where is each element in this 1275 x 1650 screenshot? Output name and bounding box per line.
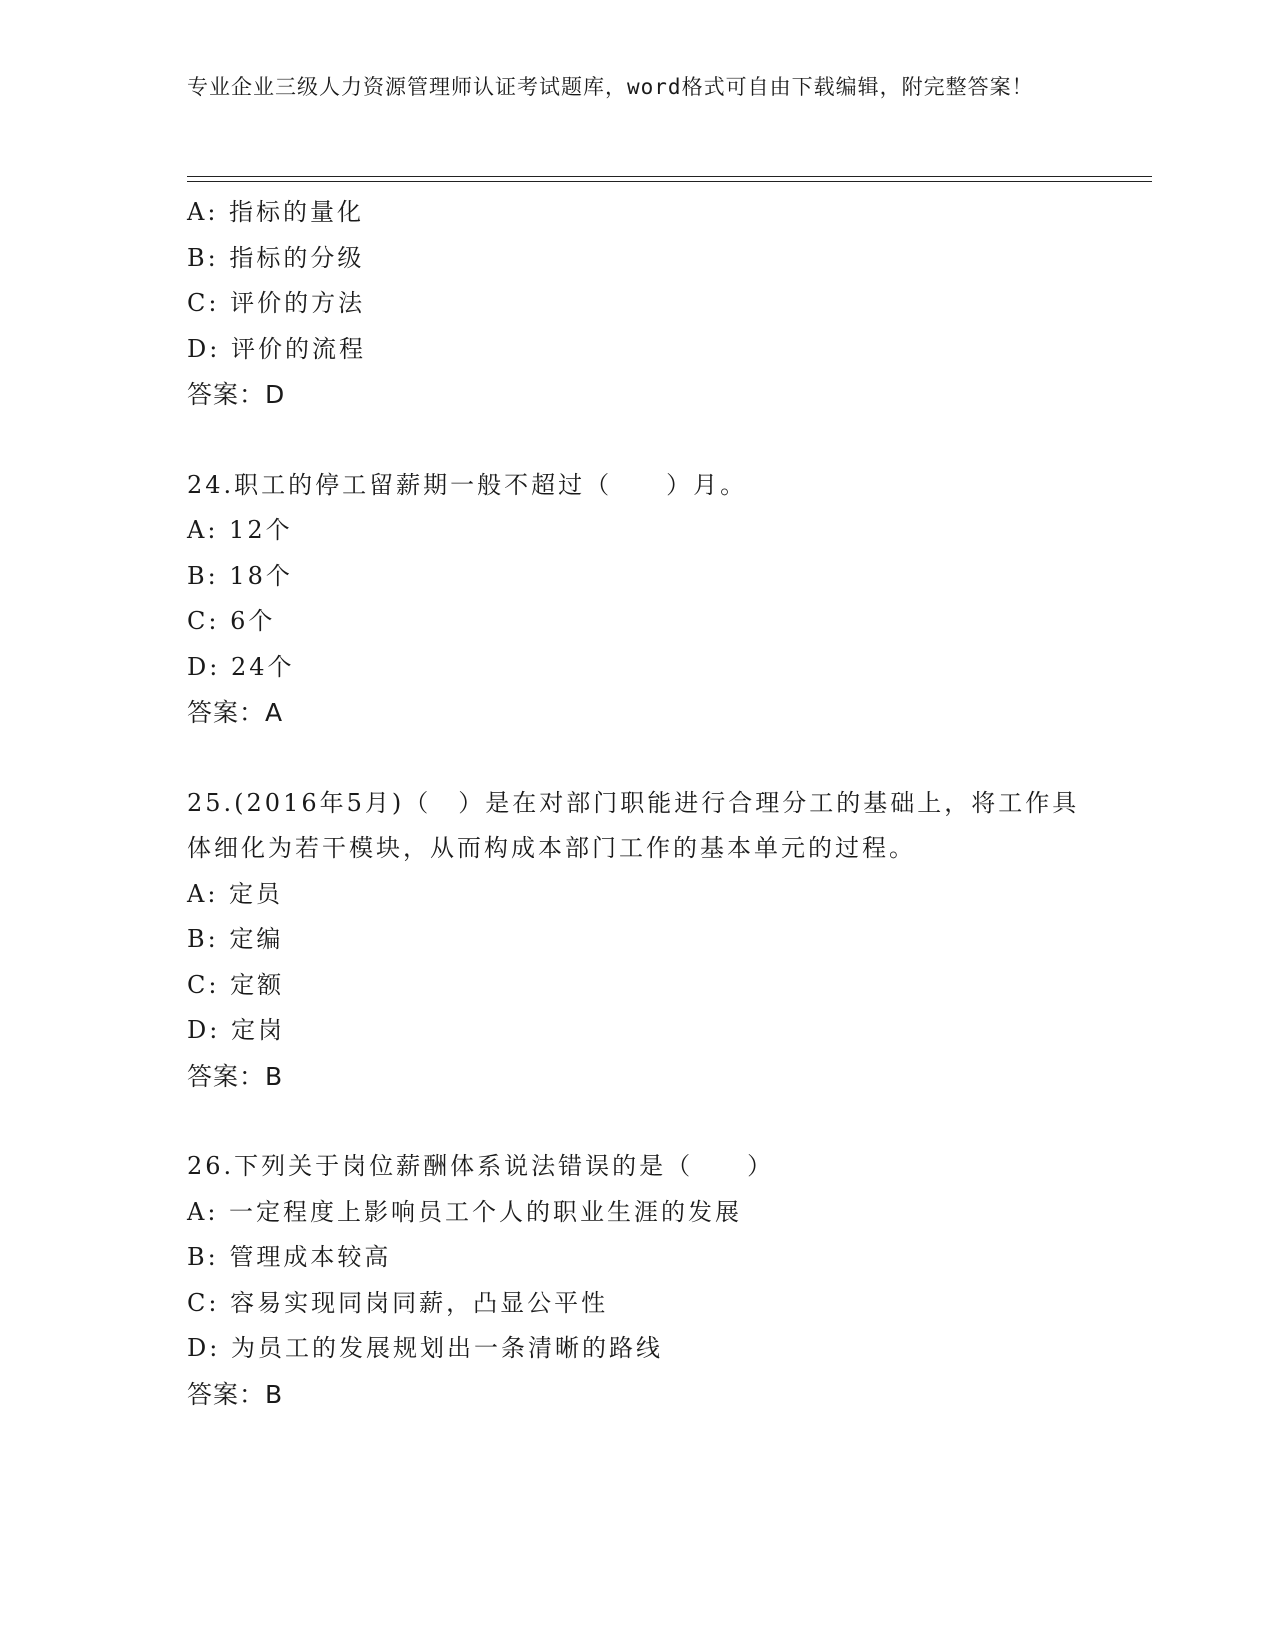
- answer-label: 答案：D: [187, 380, 286, 409]
- question-24: [187, 463, 1087, 736]
- option-d: D: 定岗: [187, 1016, 285, 1044]
- option-b: B: 定编: [187, 925, 284, 953]
- answer-label: 答案：B: [187, 1061, 284, 1091]
- option-b: B: 管理成本较高: [187, 1243, 392, 1271]
- option-d: D: 为员工的发展规划出一条清晰的路线: [187, 1334, 663, 1362]
- question-stem: 26.下列关于岗位薪酬体系说法错误的是（ ）: [187, 1152, 775, 1180]
- question-25: [187, 781, 1087, 1100]
- option-a: A: 一定程度上影响员工个人的职业生涯的发展: [187, 1197, 743, 1226]
- option-c: C: 定额: [187, 970, 285, 999]
- question-list: [187, 190, 1087, 1417]
- question-26: [187, 1144, 1087, 1417]
- option-a: A: 12个: [187, 516, 293, 544]
- document-header: 专业企业三级人力资源管理师认证考试题库，word格式可自由下载编辑，附完整答案！: [187, 75, 1034, 99]
- answer-label: 答案：A: [187, 698, 284, 727]
- spacer: [187, 1099, 1087, 1144]
- header-divider-top: [187, 176, 1152, 177]
- option-a: A: 指标的量化: [187, 198, 365, 226]
- question-23-continued: [187, 190, 1087, 418]
- option-b: B: 指标的分级: [187, 243, 365, 272]
- spacer: [187, 736, 1087, 781]
- option-b: B: 18个: [187, 561, 293, 590]
- option-a: A: 定员: [187, 879, 284, 908]
- spacer: [187, 418, 1087, 463]
- header-divider-bottom: [187, 181, 1152, 182]
- option-c: C: 评价的方法: [187, 289, 366, 317]
- option-c: C: 容易实现同岗同薪，凸显公平性: [187, 1288, 609, 1317]
- option-d: D: 评价的流程: [187, 334, 366, 363]
- option-c: C: 6个: [187, 607, 276, 635]
- option-d: D: 24个: [187, 652, 295, 681]
- question-stem: 24.职工的停工留薪期一般不超过（ ）月。: [187, 470, 748, 499]
- answer-label: 答案：B: [187, 1379, 284, 1409]
- question-stem: 25.(2016年5月)（ ）是在对部门职能进行合理分工的基础上，将工作具体细化为若干模块，从而构成本部门工作的基本单元的过程。: [187, 788, 1080, 862]
